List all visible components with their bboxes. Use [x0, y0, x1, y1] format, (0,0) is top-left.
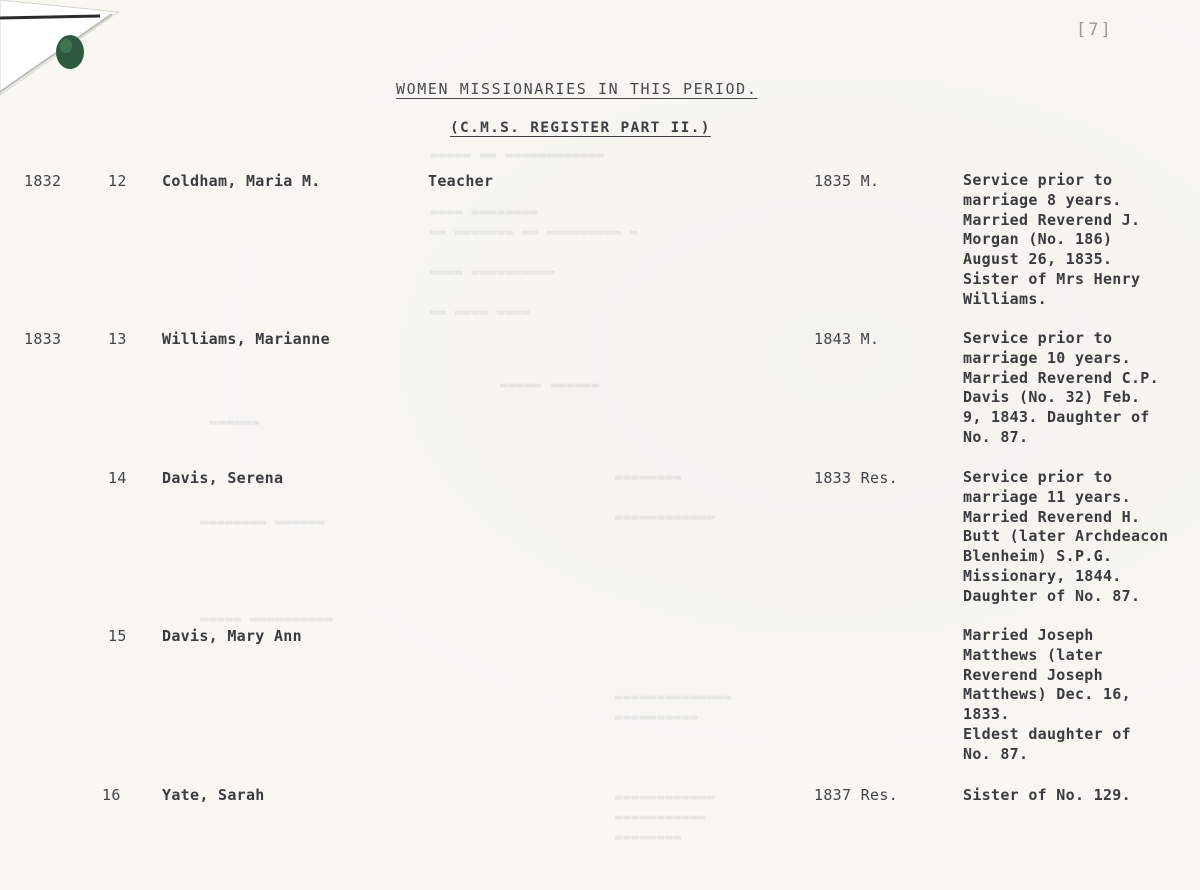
- entry-year: 1833: [24, 330, 62, 348]
- page-reference: [7]: [1076, 20, 1113, 40]
- bleed-through-text: ▬▬▬▬▬▬▬▬▬▬: [615, 710, 699, 725]
- notes-line: Morgan (No. 186): [963, 230, 1113, 249]
- entry-name: Davis, Mary Ann: [162, 627, 302, 645]
- notes-line: Davis (No. 32) Feb.: [963, 388, 1141, 407]
- entry-number: 16: [102, 786, 121, 804]
- bleed-through-text: ▬▬▬▬▬▬▬▬: [615, 830, 682, 845]
- notes-line: Married Reverend C.P.: [963, 368, 1159, 387]
- entry-notes: [963, 468, 1200, 607]
- bleed-through-text: ▬▬▬▬▬ ▬▬▬▬▬▬▬▬▬▬: [200, 612, 334, 627]
- entry-term: 1837 Res.: [814, 786, 898, 804]
- notes-line: Married Reverend J.: [963, 210, 1141, 229]
- notes-line: Sister of No. 129.: [963, 786, 1131, 804]
- notes-line: Daughter of No. 87.: [963, 586, 1141, 605]
- notes-line: marriage 11 years.: [963, 487, 1131, 506]
- bleed-through-text: ▬▬▬▬▬▬: [210, 415, 260, 430]
- bleed-through-text: ▬▬▬▬▬▬▬▬▬▬▬▬: [615, 790, 715, 805]
- folded-corner-with-tie: [0, 0, 130, 110]
- notes-line: Married Joseph: [963, 626, 1094, 644]
- notes-line: Missionary, 1844.: [963, 566, 1122, 585]
- entry-name: Coldham, Maria M.: [162, 172, 321, 190]
- entry-number: 13: [108, 330, 127, 348]
- entry-notes: [963, 329, 1200, 448]
- notes-line: Matthews) Dec. 16,: [963, 685, 1131, 704]
- bleed-through-text: ▬▬▬▬ ▬▬▬▬▬▬▬▬▬▬: [430, 265, 555, 280]
- notes-line: Williams.: [963, 289, 1047, 308]
- entry-term: 1835 M.: [814, 172, 880, 190]
- bleed-through-text: ▬▬▬▬▬ ▬▬▬▬▬▬: [500, 378, 600, 393]
- notes-line: Sister of Mrs Henry: [963, 269, 1141, 288]
- notes-line: Married Reverend H.: [963, 507, 1141, 526]
- bleed-through-text: ▬▬▬▬▬▬▬▬: [615, 470, 682, 485]
- notes-line: Eldest daughter of: [963, 724, 1131, 743]
- green-string-knot: [56, 35, 84, 69]
- bleed-through-text: ▬▬ ▬▬▬▬ ▬▬▬▬: [430, 305, 530, 320]
- entry-term: 1843 M.: [814, 330, 880, 348]
- entry-number: 12: [108, 172, 127, 190]
- entry-year: 1832: [24, 172, 62, 190]
- entry-occupation: Teacher: [428, 172, 494, 190]
- notes-line: No. 87.: [963, 744, 1029, 763]
- notes-line: 9, 1843. Daughter of: [963, 408, 1150, 427]
- bleed-through-text: ▬▬▬▬▬▬▬▬ ▬▬▬▬▬▬: [200, 515, 325, 530]
- bleed-through-text: ▬▬▬▬▬ ▬▬ ▬▬▬▬▬▬▬▬▬▬▬▬: [430, 148, 605, 163]
- entry-notes: [963, 171, 1200, 310]
- notes-line: No. 87.: [963, 427, 1029, 446]
- document-title: WOMEN MISSIONARIES IN THIS PERIOD.: [396, 80, 758, 98]
- notes-line: Service prior to: [963, 468, 1113, 486]
- bleed-through-text: ▬▬▬▬▬▬▬▬▬▬▬▬: [615, 510, 715, 525]
- bleed-through-text: ▬▬ ▬▬▬▬▬▬▬ ▬▬ ▬▬▬▬▬▬▬▬▬ ▬: [430, 225, 639, 240]
- notes-line: August 26, 1835.: [963, 250, 1113, 269]
- notes-line: marriage 10 years.: [963, 348, 1131, 367]
- notes-line: marriage 8 years.: [963, 190, 1122, 209]
- notes-line: Reverend Joseph: [963, 665, 1103, 684]
- bleed-through-text: ▬▬▬▬▬▬▬▬▬▬▬: [615, 810, 707, 825]
- entry-name: Williams, Marianne: [162, 330, 330, 348]
- entry-term: 1833 Res.: [814, 469, 898, 487]
- entry-name: Yate, Sarah: [162, 786, 265, 804]
- notes-line: Matthews (later: [963, 645, 1103, 664]
- entry-notes: [963, 626, 1200, 765]
- entry-number: 14: [108, 469, 127, 487]
- entry-notes: [963, 786, 1200, 806]
- bleed-through-text: ▬▬▬▬ ▬▬▬▬▬▬▬▬: [430, 205, 539, 220]
- document-subtitle: (C.M.S. REGISTER PART II.): [450, 120, 711, 136]
- notes-line: Service prior to: [963, 171, 1113, 189]
- entry-name: Davis, Serena: [162, 469, 284, 487]
- bleed-through-text: ▬▬▬▬▬▬▬▬▬▬▬▬▬▬: [615, 690, 732, 705]
- notes-line: Butt (later Archdeacon: [963, 527, 1169, 546]
- notes-line: Service prior to: [963, 329, 1113, 347]
- notes-line: Blenheim) S.P.G.: [963, 547, 1113, 566]
- notes-line: 1833.: [963, 705, 1010, 724]
- entry-number: 15: [108, 627, 127, 645]
